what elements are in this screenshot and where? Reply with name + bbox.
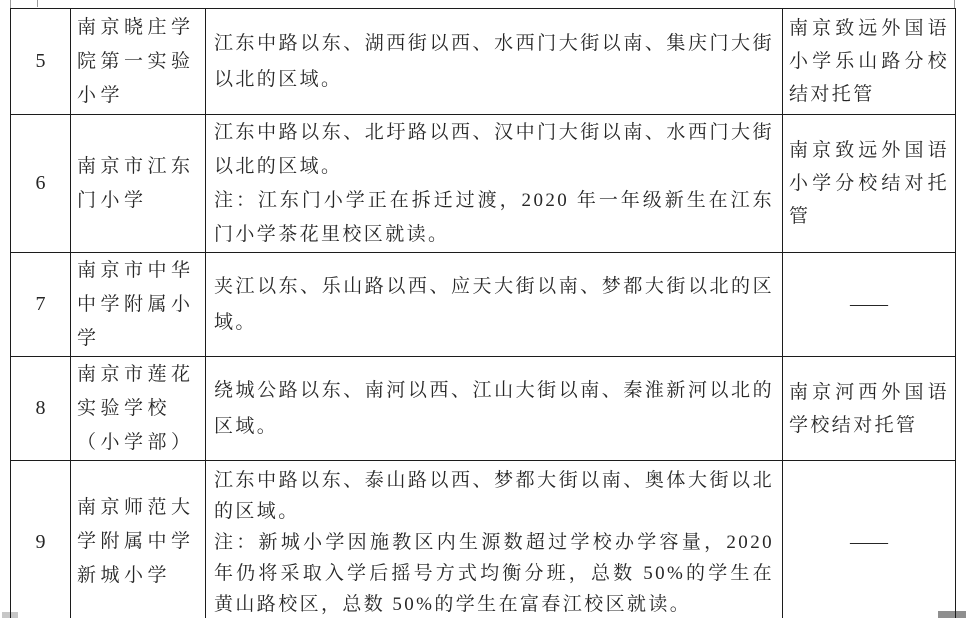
row-number-cell: 5	[11, 9, 71, 115]
crop-border-remnant-mid	[37, 0, 38, 7]
crop-border-remnant-right	[954, 0, 955, 8]
school-name-cell: 南京师范大学附属中学新城小学	[71, 461, 206, 618]
school-name-cell: 南京市中华中学附属小学	[71, 253, 206, 357]
partner-school-cell: ——	[783, 253, 956, 357]
partner-school-cell: 南京河西外国语学校结对托管	[783, 357, 956, 461]
partner-school-cell: 南京致远外国语小学乐山路分校结对托管	[783, 9, 956, 115]
district-text: 江东中路以东、泰山路以西、梦都大街以南、奥体大街以北的区域。	[214, 469, 774, 522]
district-text: 绕城公路以东、南河以西、江山大街以南、秦淮新河以北的区域。	[214, 379, 774, 437]
partner-school-cell: 南京致远外国语小学分校结对托管	[783, 115, 956, 253]
district-note: 注：江东门小学正在拆迁过渡，2020 年一年级新生在江东门小学茶花里校区就读。	[214, 189, 774, 245]
crop-border-remnant-left	[10, 0, 11, 8]
district-text: 江东中路以东、北圩路以西、汉中门大街以南、水西门大街以北的区域。	[214, 121, 774, 177]
table-row	[11, 115, 956, 253]
partner-school-cell: ——	[783, 461, 956, 618]
school-name-cell: 南京晓庄学院第一实验小学	[71, 9, 206, 115]
district-cell	[206, 253, 783, 357]
school-name-cell: 南京市莲花实验学校（小学部）	[71, 357, 206, 461]
district-cell	[206, 357, 783, 461]
row-number-cell: 8	[11, 357, 71, 461]
table-row	[11, 253, 956, 357]
district-cell	[206, 9, 783, 115]
district-cell	[206, 115, 783, 253]
table-row	[11, 9, 956, 115]
row-number-cell: 9	[11, 461, 71, 618]
district-text: 江东中路以东、湖西街以西、水西门大街以南、集庆门大街以北的区域。	[214, 32, 774, 90]
school-district-table	[10, 8, 956, 618]
district-text: 夹江以东、乐山路以西、应天大街以南、梦都大街以北的区域。	[214, 275, 774, 333]
row-number-cell: 6	[11, 115, 71, 253]
school-name-cell: 南京市江东门小学	[71, 115, 206, 253]
table-row	[11, 357, 956, 461]
district-cell	[206, 461, 783, 618]
table-row	[11, 461, 956, 618]
row-number-cell: 7	[11, 253, 71, 357]
district-note: 注：新城小学因施教区内生源数超过学校办学容量，2020 年仍将采取入学后摇号方式均衡分班，总数 50%的学生在黄山路校区，总数 50%的学生在富春江校区就读。	[214, 531, 774, 615]
